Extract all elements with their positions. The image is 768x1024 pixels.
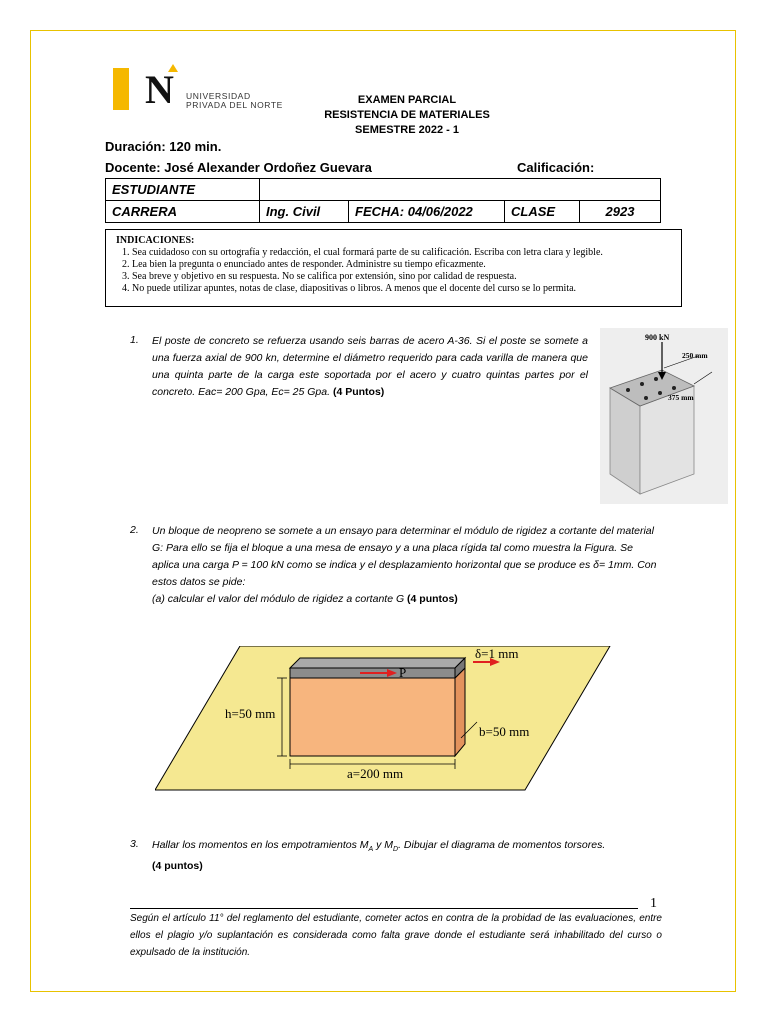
logo-accent-icon bbox=[168, 64, 178, 72]
block-side bbox=[455, 668, 465, 756]
teacher: Docente: José Alexander Ordoñez Guevara bbox=[105, 160, 372, 175]
delta-label: δ=1 mm bbox=[475, 646, 519, 661]
question-1-points: (4 Puntos) bbox=[332, 386, 385, 398]
student-field[interactable] bbox=[260, 179, 661, 201]
class-label: CLASE bbox=[505, 201, 580, 223]
neoprene-block-figure bbox=[155, 646, 615, 792]
footer-divider bbox=[130, 908, 638, 909]
load-label: 900 kN bbox=[645, 333, 670, 342]
question-2-number: 2. bbox=[130, 524, 139, 536]
instruction-item: 1. Sea cuidadoso con su ortografía y redacción, el cual formará parte de su calificación. Escriba con letra clara y legible. bbox=[132, 247, 671, 259]
force-label: P bbox=[399, 665, 407, 680]
question-2-sub: (a) calcular el valor del módulo de rigidez a cortante G bbox=[152, 593, 405, 605]
exam-date: FECHA: 04/06/2022 bbox=[349, 201, 505, 223]
university-name: UNIVERSIDAD PRIVADA DEL NORTE bbox=[186, 91, 283, 110]
instructions-box bbox=[105, 229, 682, 307]
h-label: h=50 mm bbox=[225, 706, 276, 721]
instructions-title: INDICACIONES: bbox=[116, 235, 195, 246]
b-label: b=50 mm bbox=[479, 724, 530, 739]
grade-label: Calificación: bbox=[517, 160, 595, 175]
instruction-item: 2. Lea bien la pregunta o enunciado antes de responder. Administre su tiempo eficazmente. bbox=[132, 259, 671, 271]
question-3-text: Hallar los momentos en los empotramientos $M_A$ y $M_D$. Dibujar el diagrama de momentos torsores. (4 puntos) bbox=[152, 839, 606, 873]
instruction-item: 4. No puede utilizar apuntes, notas de clase, diapositivas o libros. A menos que el docente del curso se lo permita. bbox=[132, 283, 671, 295]
width-label: 250 mm bbox=[682, 351, 708, 360]
student-label: ESTUDIANTE bbox=[106, 179, 260, 201]
page-number: 1 bbox=[650, 896, 657, 911]
career-value: Ing. Civil bbox=[260, 201, 349, 223]
concrete-post-figure bbox=[600, 328, 728, 504]
question-3-number: 3. bbox=[130, 838, 139, 850]
logo-bar bbox=[113, 68, 129, 110]
career-label: CARRERA bbox=[106, 201, 260, 223]
logo-letter: N bbox=[145, 67, 174, 112]
a-label: a=200 mm bbox=[347, 766, 404, 781]
duration: Duración: 120 min. bbox=[105, 139, 222, 154]
exam-header: EXAMEN PARCIAL RESISTENCIA DE MATERIALES SEMESTRE 2022 - 1 bbox=[324, 94, 490, 136]
instruction-item: 3. Sea breve y objetivo en su respuesta. No se califica por extensión, sino por calidad de respuesta. bbox=[132, 271, 671, 283]
question-1-number: 1. bbox=[130, 334, 139, 346]
depth-label: 375 mm bbox=[668, 393, 694, 402]
question-1-text: El poste de concreto se refuerza usando seis barras de acero A-36. Si el poste se somete a una fuerza axial de 900 kn, determine el diámetro requerido para cada varilla de manera que una quinta parte de la carga este soportada por el acero y cuatro quintas partes por el concreto. Eac= 200 Gpa, Ec= 25 Gpa. (4 Puntos) bbox=[152, 335, 588, 398]
question-2-points: (4 puntos) bbox=[407, 593, 458, 605]
block-front bbox=[290, 678, 455, 756]
student-info-table bbox=[105, 178, 661, 223]
class-value: 2923 bbox=[580, 201, 661, 223]
footer-text: Según el artículo 11° del reglamento del estudiante, cometer actos en contra de la probidad de las evaluaciones, entre ellos el plagio y/o suplantación es considerada como falta grave donde el estudiante será inhabilitado del curso o expulsado de la institución. bbox=[130, 913, 662, 958]
plate-top bbox=[290, 658, 465, 668]
question-2-text: Un bloque de neopreno se somete a un ensayo para determinar el módulo de rigidez a cortante del material G: Para ello se fija el bloque a una mesa de ensayo y a una placa rígida tal como muestra la Figura. Se aplica una carga P = 100 kN como se indica y el desplazamiento horizontal que se produce es δ= 1mm. Con estos datos se pide: (a) calcular el valor del módulo de rigidez a cortante G (4 puntos) bbox=[152, 525, 657, 605]
question-3-points: (4 puntos) bbox=[152, 860, 203, 873]
